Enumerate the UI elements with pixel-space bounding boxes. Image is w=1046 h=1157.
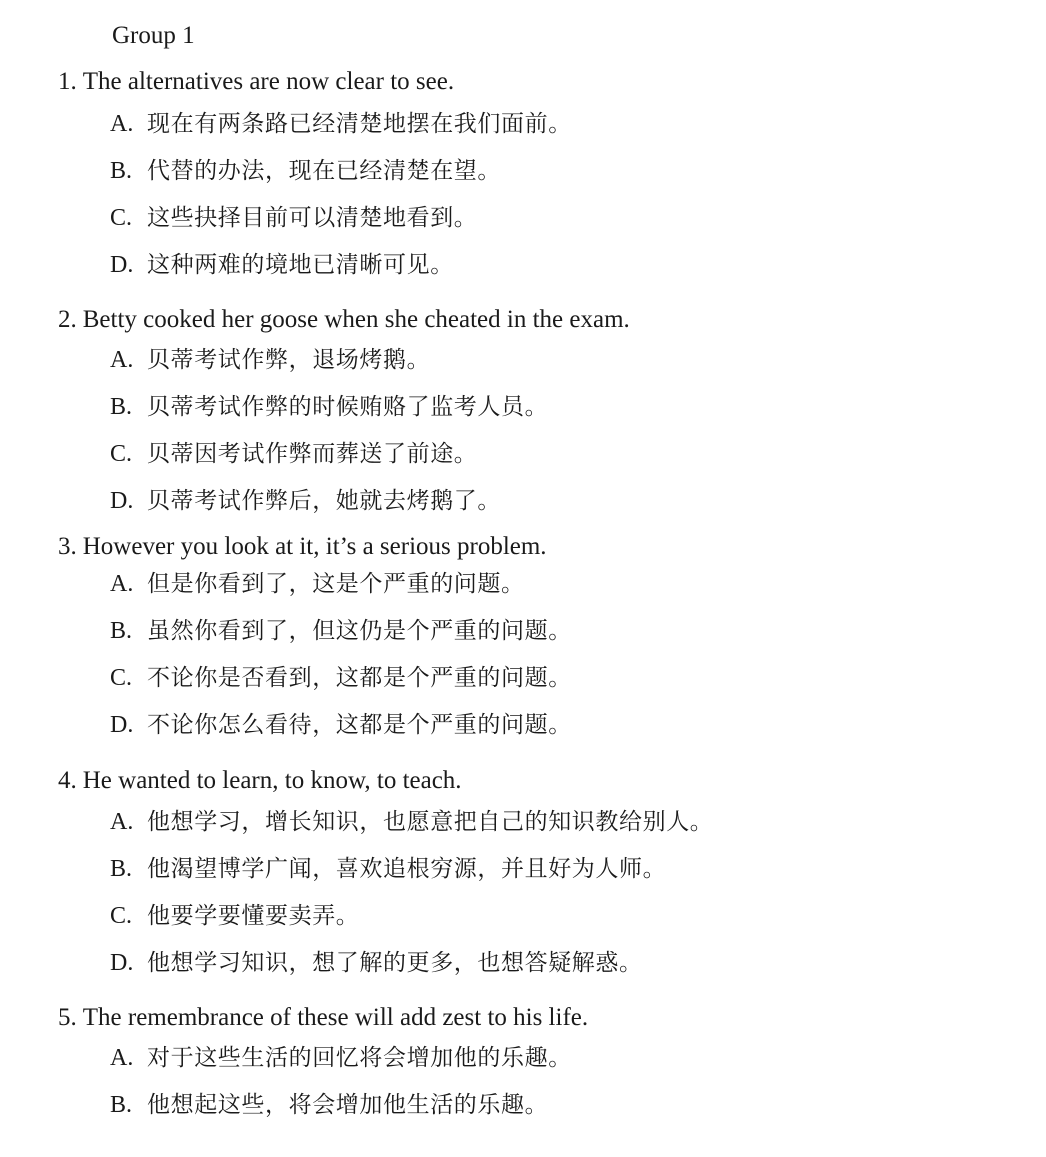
option-letter: B.	[110, 618, 133, 644]
option-text: 虽然你看到了，但这仍是个严重的问题。	[147, 618, 572, 644]
option-text: 这些抉择目前可以清楚地看到。	[147, 205, 478, 231]
option-text: 但是你看到了，这是个严重的问题。	[147, 571, 525, 597]
question-stem	[58, 306, 630, 334]
question-number: 3.	[58, 533, 77, 560]
option-text: 现在有两条路已经清楚地摆在我们面前。	[147, 111, 572, 137]
option-c	[110, 663, 572, 693]
option-d	[110, 710, 572, 740]
option-c	[110, 439, 477, 469]
option-text: 贝蒂考试作弊的时候贿赂了监考人员。	[147, 394, 549, 420]
question-stem	[58, 68, 454, 96]
option-letter: A.	[110, 809, 134, 835]
question-text: He wanted to learn, to know, to teach.	[82, 767, 462, 794]
question-stem	[58, 533, 547, 561]
question-text: Betty cooked her goose when she cheated in the exam.	[82, 306, 630, 333]
option-text: 他要学要懂要卖弄。	[147, 903, 360, 929]
option-text: 他想学习，增长知识，也愿意把自己的知识教给别人。	[147, 809, 714, 835]
option-text: 不论你是否看到，这都是个严重的问题。	[147, 665, 572, 691]
option-text: 他想学习知识，想了解的更多，也想答疑解惑。	[147, 950, 643, 976]
option-text: 这种两难的境地已清晰可见。	[147, 252, 454, 278]
question-number: 1.	[58, 68, 77, 95]
question-stem	[58, 767, 462, 795]
option-c	[110, 203, 477, 233]
option-text: 不论你怎么看待，这都是个严重的问题。	[147, 712, 572, 738]
question-text: However you look at it, it’s a serious problem.	[82, 533, 547, 560]
question-text: The alternatives are now clear to see.	[82, 68, 455, 95]
option-letter: B.	[110, 1092, 133, 1118]
option-c	[110, 901, 359, 931]
option-a	[110, 1043, 572, 1073]
option-d	[110, 948, 643, 978]
option-a	[110, 109, 572, 139]
option-letter: C.	[110, 441, 133, 467]
option-letter: D.	[110, 252, 134, 278]
option-b	[110, 1090, 548, 1120]
option-d	[110, 250, 454, 280]
option-a	[110, 345, 430, 375]
option-text: 代替的办法，现在已经清楚在望。	[147, 158, 501, 184]
option-letter: D.	[110, 950, 134, 976]
option-letter: B.	[110, 158, 133, 184]
option-b	[110, 392, 548, 422]
option-d	[110, 486, 501, 516]
option-letter: A.	[110, 111, 134, 137]
option-letter: A.	[110, 1045, 134, 1071]
question-number: 4.	[58, 767, 77, 794]
option-text: 他想起这些，将会增加他生活的乐趣。	[147, 1092, 549, 1118]
option-a	[110, 569, 525, 599]
option-letter: A.	[110, 347, 134, 373]
option-text: 他渴望博学广闻，喜欢追根穷源，并且好为人师。	[147, 856, 667, 882]
option-text: 贝蒂因考试作弊而葬送了前途。	[147, 441, 478, 467]
option-letter: B.	[110, 856, 133, 882]
question-text: The remembrance of these will add zest to his life.	[82, 1004, 589, 1031]
option-letter: C.	[110, 903, 133, 929]
question-stem	[58, 1004, 588, 1032]
option-b	[110, 616, 572, 646]
option-text: 对于这些生活的回忆将会增加他的乐趣。	[147, 1045, 572, 1071]
option-a	[110, 807, 713, 837]
option-text: 贝蒂考试作弊后，她就去烤鹅了。	[147, 488, 501, 514]
option-letter: D.	[110, 712, 134, 738]
option-text: 贝蒂考试作弊，退场烤鹅。	[147, 347, 431, 373]
question-number: 5.	[58, 1004, 77, 1031]
option-b	[110, 854, 666, 884]
option-letter: C.	[110, 665, 133, 691]
option-b	[110, 156, 501, 186]
option-letter: B.	[110, 394, 133, 420]
option-letter: C.	[110, 205, 133, 231]
group-title: Group 1	[112, 22, 195, 49]
option-letter: A.	[110, 571, 134, 597]
question-number: 2.	[58, 306, 77, 333]
option-letter: D.	[110, 488, 134, 514]
